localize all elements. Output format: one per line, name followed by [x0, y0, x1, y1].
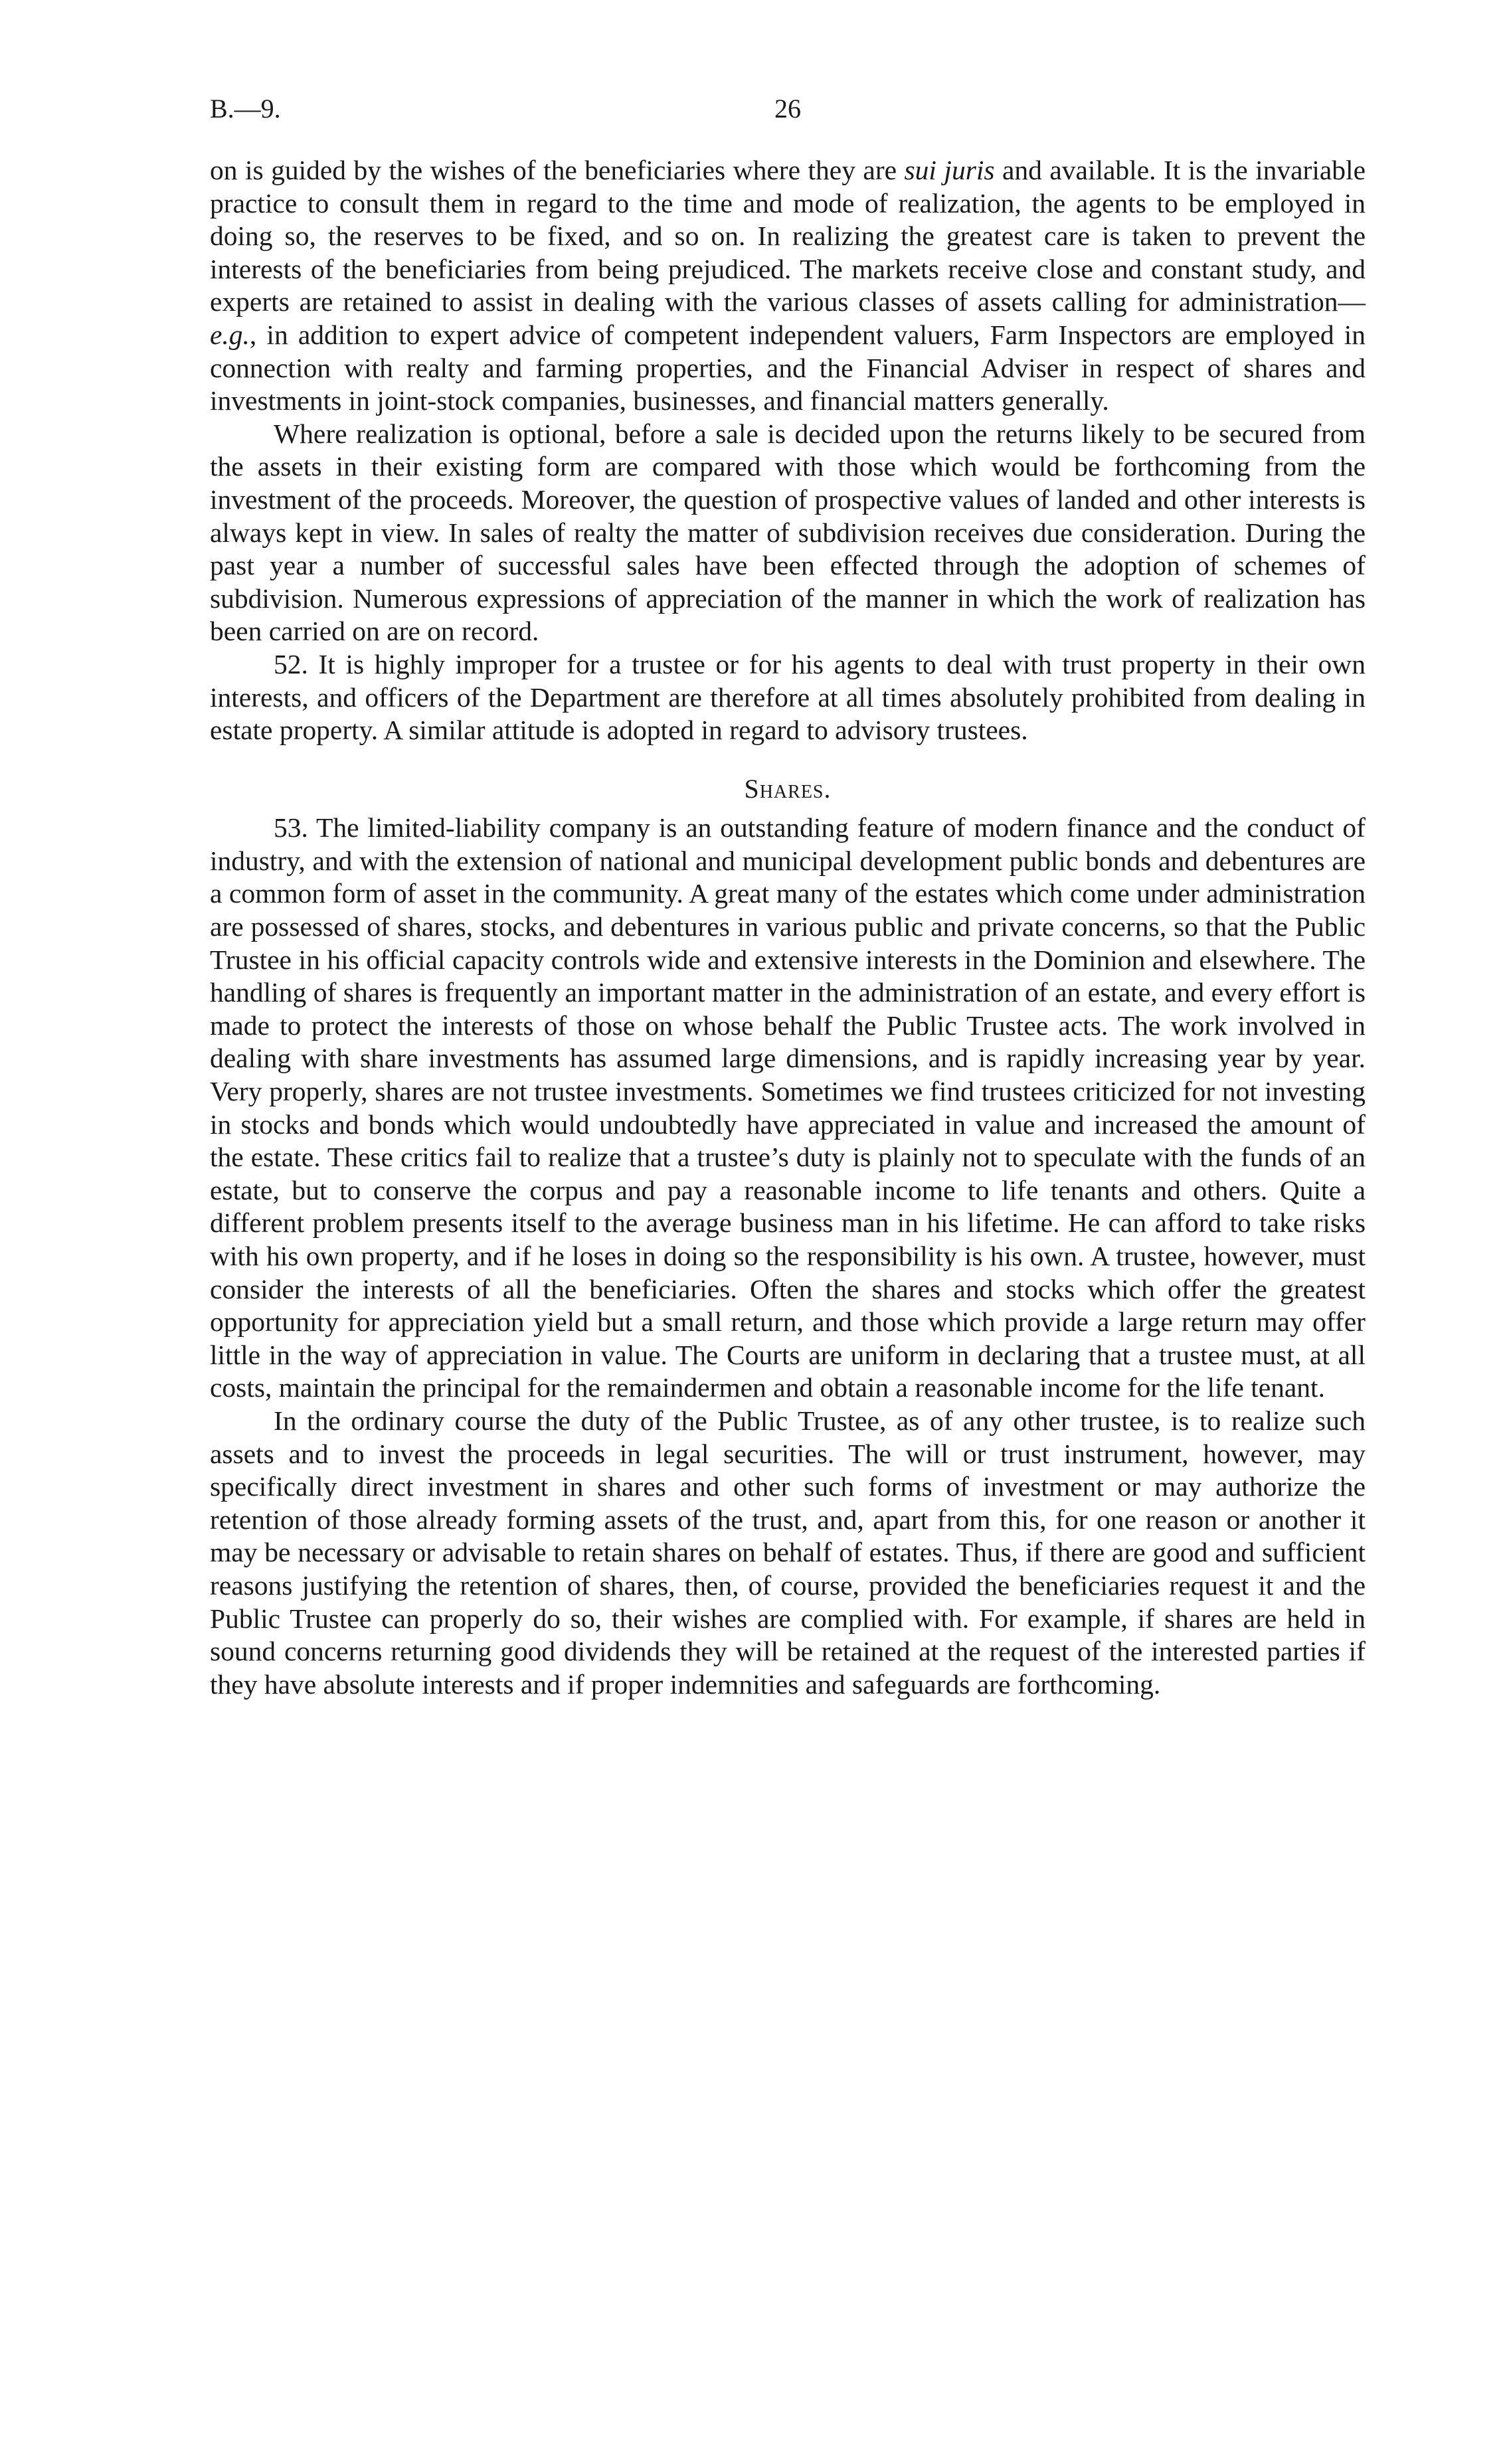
paragraph-realization: Where realization is optional, before a sale is decided upon the returns likely to be secured from the assets in their existing form are compared with those which would be forthcoming from the investment of the proceeds. Moreover, the question of prospective values of landed and other interests is always kept in view. In sales of realty the matter of subdivision receives due consideration. During the past year a number of successful sales have been effected through the adoption of schemes of subdivision. Numerous expressions of appreciation of the manner in which the work of realization has been carried on are on record. — [210, 418, 1366, 647]
paragraph-continuation: on is guided by the wishes of the beneficiaries where they are sui juris and available. It is the invariable practice to consult them in regard to the time and mode of realization, the agents to be employed in doing so, the reserves to be fixed, and so on. In realizing the greatest care is taken to prevent the interests of the beneficiaries from being prejudiced. The markets receive close and constant study, and experts are retained to assist in dealing with the various classes of assets calling for administration—e.g., in addition to expert advice of competent independent valuers, Farm Inspectors are employed in connection with realty and farming properties, and the Financial Adviser in respect of shares and investments in joint-stock companies, businesses, and financial matters generally. — [210, 155, 1366, 416]
page-header — [210, 93, 1366, 133]
document-reference: B.—9. — [210, 94, 281, 124]
document-body — [210, 154, 1366, 1701]
emphasis-sui-juris: sui juris — [904, 155, 995, 185]
paragraph-53: 53. The limited-liability company is an outstanding feature of modern finance and the conduct of industry, and with the extension of national and municipal development public bonds and debentures are a common form of asset in the community. A great many of the estates which come under administration are possessed of shares, stocks, and debentures in various public and private concerns, so that the Public Trustee in his official capacity controls wide and extensive interests in the Dominion and elsewhere. The handling of shares is frequently an important matter in the administration of an estate, and every effort is made to protect the interests of those on whose behalf the Public Trustee acts. The work involved in dealing with share investments has assumed large dimensions, and is rapidly increasing year by year. Very properly, shares are not trustee investments. Sometimes we find trustees criticized for not investing in stocks and bonds which would undoubtedly have appreciated in value and increased the amount of the estate. These critics fail to realize that a trustee’s duty is plainly not to speculate with the funds of an estate, but to conserve the corpus and pay a reasonable income to life tenants and others. Quite a different problem presents itself to the average business man in his lifetime. He can afford to take risks with his own property, and if he loses in doing so the responsibility is his own. A trustee, however, must consider the interests of all the beneficiaries. Often the shares and stocks which offer the greatest opportunity for appreciation yield but a small return, and those which provide a large return may offer little in the way of appreciation in value. The Courts are uniform in declaring that a trustee must, at all costs, maintain the principal for the remaindermen and obtain a reasonable income for the life tenant. — [210, 812, 1366, 1403]
emphasis-eg: e.g. — [210, 319, 250, 350]
paragraph-ordinary-course: In the ordinary course the duty of the Public Trustee, as of any other trustee, is to realize such assets and to invest the proceeds in legal securities. The will or trust instrument, however, may specifically direct investment in shares and other such forms of investment or may authorize the retention of those already forming assets of the trust, and, apart from this, for one reason or another it may be necessary or advisable to retain shares on behalf of estates. Thus, if there are good and sufficient reasons justifying the retention of shares, then, of course, provided the beneficiaries request it and the Public Trustee can properly do so, their wishes are complied with. For example, if shares are held in sound concerns returning good dividends they will be retained at the request of the interested parties if they have absolute interests and if proper indemnities and safeguards are forthcoming. — [210, 1405, 1366, 1700]
page-number: 26 — [774, 94, 801, 124]
section-heading-shares: Shares. — [744, 773, 832, 804]
paragraph-52: 52. It is highly improper for a trustee or for his agents to deal with trust property in their own interests, and officers of the Department are therefore at all times absolutely prohibited from dealing in estate property. A similar attitude is adopted in regard to advisory trustees. — [210, 648, 1366, 746]
